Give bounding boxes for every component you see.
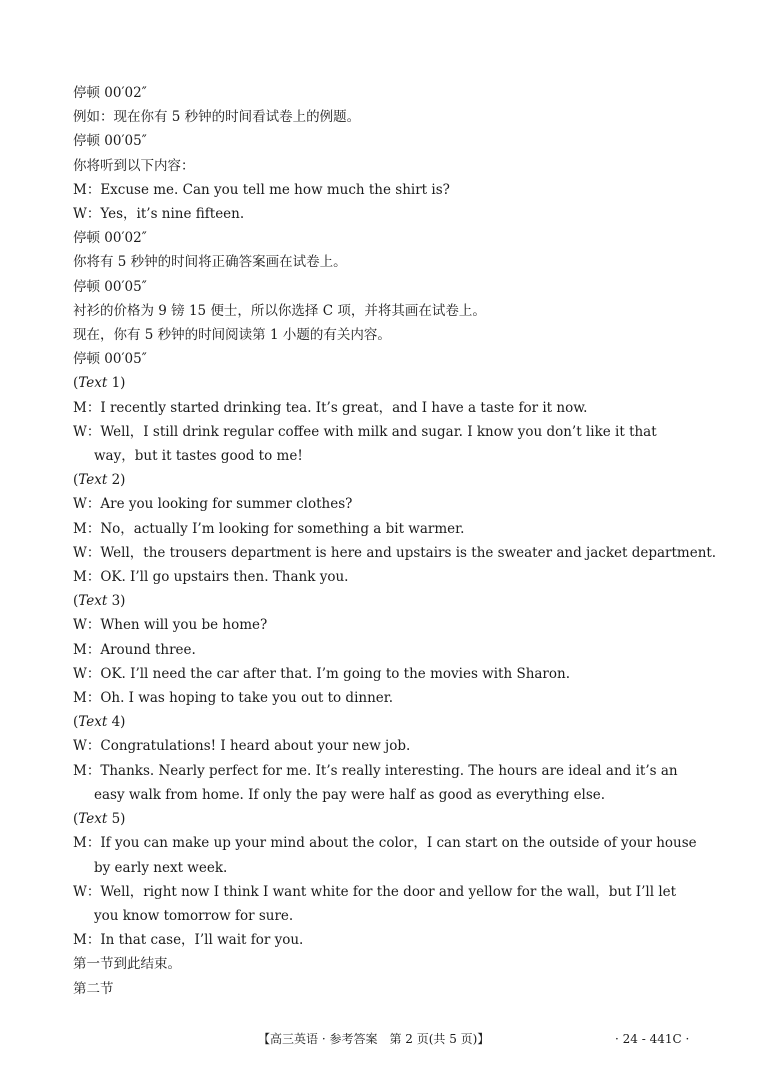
dialogue-turn: M：Around three. (73, 641, 196, 658)
footer-code: · 24 - 441C · (615, 1032, 690, 1046)
dialogue-turn: W：Well，the trousers department is here and upstairs is the sweater and jacket department. (73, 544, 717, 561)
text-label-word: Text (78, 375, 108, 392)
dialogue-turn: M：No，actually I’m looking for something a bit warmer. (73, 520, 465, 537)
instruction-line: 你将有 5 秒钟的时间将正确答案画在试卷上。 (73, 254, 347, 271)
text-label: (Text 3) (73, 593, 126, 610)
example-turn: M：Excuse me. Can you tell me how much the shirt is? (73, 181, 450, 198)
instruction-line: 现在，你有 5 秒钟的时间阅读第 1 小题的有关内容。 (73, 327, 391, 344)
instruction-line: 你将听到以下内容： (73, 157, 195, 174)
pause-line: 停顿 00′05″ (73, 133, 147, 150)
dialogue-turn: M：OK. I’ll go upstairs then. Thank you. (73, 569, 349, 586)
text-label-word: Text (78, 714, 108, 731)
footer-title: 【高三英语 · 参考答案 第 2 页(共 5 页)】 (258, 1032, 490, 1046)
dialogue-turn: W：When will you be home? (73, 617, 268, 634)
example-turn: W：Yes，it’s nine fifteen. (73, 206, 245, 223)
section-heading: 第二节 (73, 980, 114, 997)
section-end-line: 第一节到此结束。 (73, 956, 181, 973)
pause-line: 停顿 00′05″ (73, 351, 147, 368)
listening-transcript (73, 81, 717, 1001)
text-label-word: Text (78, 472, 108, 489)
dialogue-turn: M：Thanks. Nearly perfect for me. It’s really interesting. The hours are ideal and it’s an easy walk from home. If only the pay were half as good as everything else. (73, 762, 678, 803)
instruction-line: 例如：现在你有 5 秒钟的时间看试卷上的例题。 (73, 109, 361, 126)
text-label: (Text 5) (73, 811, 126, 828)
pause-line: 停顿 00′02″ (73, 85, 147, 101)
pause-line: 停顿 00′02″ (73, 230, 147, 247)
dialogue-turn: M：I recently started drinking tea. It’s great，and I have a taste for it now. (73, 399, 588, 416)
text-number: 5 (111, 811, 121, 828)
text-label-word: Text (78, 593, 108, 610)
pause-line: 停顿 00′05″ (73, 278, 147, 295)
dialogue-turn: M：If you can make up your mind about the color，I can start on the outside of your house by early next week. (73, 835, 697, 876)
text-number: 1 (111, 375, 121, 392)
dialogue-turn: W：Are you looking for summer clothes? (73, 496, 353, 513)
text-number: 3 (111, 593, 121, 610)
text-label: (Text 1) (73, 375, 126, 392)
dialogue-turn: M：In that case，I’ll wait for you. (73, 932, 304, 949)
text-number: 2 (111, 472, 121, 489)
text-label: (Text 4) (73, 714, 126, 731)
dialogue-turn: W：Congratulations! I heard about your new job. (73, 738, 411, 755)
dialogue-turn: W：OK. I’ll need the car after that. I’m going to the movies with Sharon. (73, 665, 571, 682)
text-label-word: Text (78, 811, 108, 828)
text-number: 4 (111, 714, 121, 731)
text-label: (Text 2) (73, 472, 126, 489)
dialogue-turn: M：Oh. I was hoping to take you out to dinner. (73, 690, 394, 707)
dialogue-turn: W：Well，I still drink regular coffee with milk and sugar. I know you don’t like it that way，but it tastes good to me! (73, 423, 657, 465)
instruction-line: 衬衫的价格为 9 镑 15 便士，所以你选择 C 项，并将其画在试卷上。 (73, 302, 486, 319)
dialogue-turn: W：Well，right now I think I want white for the door and yellow for the wall，but I’ll let you know tomorrow for sure. (73, 883, 677, 924)
